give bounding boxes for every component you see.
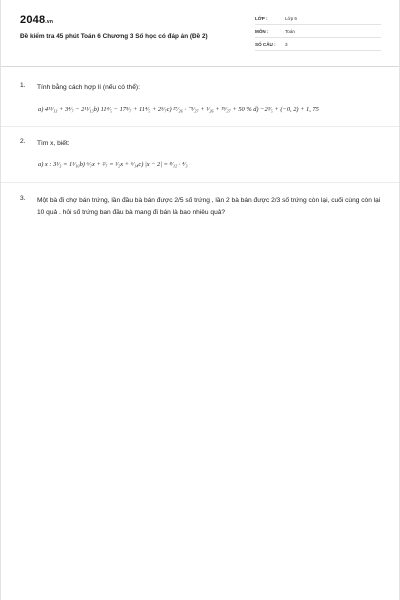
meta-value: Toán bbox=[285, 29, 295, 34]
question-number: 1. bbox=[20, 82, 26, 89]
meta-row-count bbox=[255, 40, 381, 51]
logo-main: 2048 bbox=[20, 14, 46, 26]
meta-value: 3 bbox=[285, 42, 288, 47]
exam-header bbox=[1, 0, 399, 67]
meta-key: SỐ CÂU : bbox=[255, 42, 276, 47]
meta-key: LỚP : bbox=[255, 16, 268, 21]
question-2-math: a) x : 3¹⁄₃ = 1¹⁄₁₀b) ⁶⁄₇x + ²⁄₇ = ¹⁄₂x + ⁶⁄₁₄c) |x − 2| = ⁸⁄₁₂ · ⁴⁄₃ bbox=[38, 161, 188, 168]
question-text: Tìm x, biết: bbox=[37, 140, 70, 147]
meta-key: MÔN : bbox=[255, 29, 269, 34]
question-1-math: a) 4¹¹⁄₁₃ + 3⁴⁄₇ − 2¹¹⁄₁₃b) 11⁴⁄₅ − 17⁵⁄₇ + 11⁴⁄₅ + 2⁵⁄₇c) ²⁷⁄₂₆ · ⁻⁵⁄₂₇ + ¹⁄₂₆ + ¹⁹⁄₂₇ + 50 % d) −2³⁄₅ + (−0, 2) + 1, 75 bbox=[38, 106, 319, 113]
meta-value: Lớp 6 bbox=[285, 16, 297, 21]
question-number: 2. bbox=[20, 138, 26, 145]
question-text: Tính bằng cách hợp lí (nếu có thể): bbox=[37, 84, 140, 91]
site-logo[interactable] bbox=[20, 14, 53, 26]
question-text: Một bà đi chợ bán trứng, lần đầu bà bán được 2/5 số trứng , lần 2 bà bán được 2/3 số trứng còn lại, cuối cùng còn lại 10 quả . hỏi số trứng ban đầu bà mang đi bán là bao nhiêu quả? bbox=[37, 197, 381, 216]
meta-row-class bbox=[255, 14, 381, 25]
meta-row-subject bbox=[255, 27, 381, 38]
divider bbox=[1, 182, 399, 183]
exam-title: Đề kiểm tra 45 phút Toán 6 Chương 3 Số học có đáp án (Đề 2) bbox=[20, 33, 208, 40]
logo-suffix: .vn bbox=[45, 19, 54, 25]
divider bbox=[1, 126, 399, 127]
question-number: 3. bbox=[20, 195, 26, 202]
